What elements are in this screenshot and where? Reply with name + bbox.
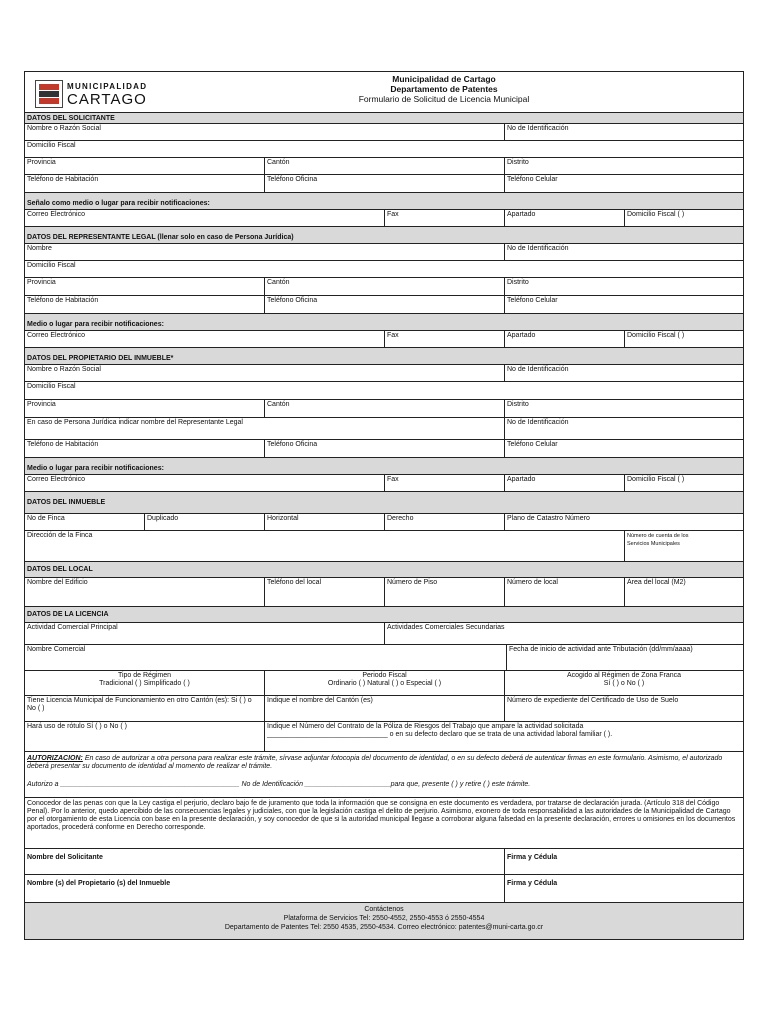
field-prop-rep-legal[interactable]: En caso de Persona Jurídica indicar nombre del Representante Legal [25,418,505,439]
field-otra-licencia[interactable]: Tiene Licencia Municipal de Funcionamiento en otro Cantón (es): Si ( ) o No ( ) [25,696,265,721]
autorizacion-label: AUTORIZACION: [27,755,83,762]
field-rep-correo[interactable]: Correo Electrónico [25,331,385,347]
footer-contact-title: Contáctenos [364,906,404,913]
field-solicitante-apartado[interactable]: Apartado [505,210,625,226]
field-rep-apartado[interactable]: Apartado [505,331,625,347]
title-department: Departamento de Patentes [390,84,498,94]
section-inmueble: DATOS DEL INMUEBLE [25,492,743,514]
autorizacion-block [25,752,743,797]
cuenta-label-2: Servicios Municipales [627,541,680,547]
field-prop-apartado[interactable]: Apartado [505,475,625,491]
field-fecha-inicio[interactable]: Fecha de inicio de actividad ante Tributación (dd/mm/aaaa) [509,646,693,653]
section-local: DATOS DEL LOCAL [25,562,743,578]
field-rep-fax[interactable]: Fax [385,331,505,347]
field-solicitante-tel-cel[interactable]: Teléfono Celular [507,176,558,183]
field-solicitante-id[interactable]: No de Identificación [507,125,569,132]
field-tipo-regimen[interactable] [25,671,265,695]
logo-top-text: MUNICIPALIDAD [67,82,148,91]
field-solicitante-distrito[interactable]: Distrito [507,159,529,166]
field-prop-provincia[interactable]: Provincia [25,400,265,417]
field-rep-tel-hab[interactable]: Teléfono de Habitación [25,296,265,313]
section-propietario: DATOS DEL PROPIETARIO DEL INMUEBLE* [25,348,743,365]
field-prop-tel-hab[interactable]: Teléfono de Habitación [25,440,265,457]
poliza-text-1: Indique el Número del Contrato de la Póliza de Riesgos del Trabajo que ampare la actividad solicitada [267,723,584,730]
section-solicitante: DATOS DEL SOLICITANTE [25,113,743,124]
field-duplicado[interactable]: Duplicado [145,514,265,530]
periodo-options: Ordinario ( ) Natural ( ) o Especial ( ) [327,680,442,687]
field-solicitante-tel-hab[interactable]: Teléfono de Habitación [25,175,265,192]
field-rep-tel-cel[interactable]: Teléfono Celular [507,297,558,304]
section-licencia: DATOS DE LA LICENCIA [25,607,743,623]
field-solicitante-nombre[interactable]: Nombre o Razón Social [25,124,505,140]
field-solicitante-fax[interactable]: Fax [385,210,505,226]
autorizacion-text: En caso de autorizar a otra persona para realizar este trámite, sírvase adjuntar fotocopia del documento de identidad, o en su defecto deberá de autenticar firmas en este formulario. Asimismo, el autorizado deberá presentar su documento de identidad al momento de realizar el trámite. [27,755,723,770]
field-tel-local[interactable]: Teléfono del local [265,578,385,606]
license-form [24,71,744,940]
field-area-local[interactable]: Área del local (M2) [627,579,686,586]
cuenta-label-1: Número de cuenta de los [627,533,689,539]
crest-icon [35,80,63,108]
header-title [175,74,713,104]
field-nombre-solicitante[interactable]: Nombre del Solicitante [25,849,505,874]
regimen-options: Tradicional ( ) Simplificado ( ) [99,680,190,687]
municipality-logo [35,78,175,110]
periodo-title: Periodo Fiscal [362,672,407,679]
notif-solicitante: Señalo como medio o lugar para recibir notificaciones: [25,193,743,210]
field-poliza[interactable] [265,722,743,751]
field-expediente-uso-suelo[interactable]: Número de expediente del Certificado de Uso de Suelo [507,697,679,704]
field-rep-nombre[interactable]: Nombre [25,244,505,260]
field-prop-domicilio[interactable]: Domicilio Fiscal [27,383,76,390]
field-prop-fax[interactable]: Fax [385,475,505,491]
field-actividad-principal[interactable]: Actividad Comercial Principal [25,623,385,644]
field-prop-nombre[interactable]: Nombre o Razón Social [25,365,505,381]
field-rep-domicilio[interactable]: Domicilio Fiscal [27,262,76,269]
field-prop-tel-of[interactable]: Teléfono Oficina [265,440,505,457]
field-prop-dom-fiscal[interactable]: Domicilio Fiscal ( ) [627,476,685,483]
field-derecho[interactable]: Derecho [385,514,505,530]
field-num-local[interactable]: Número de local [505,578,625,606]
field-solicitante-canton[interactable]: Cantón [265,158,505,174]
footer-department-contact: Departamento de Patentes Tel: 2550 4535, 2550-4534. Correo electrónico: patentes@muni-carta.go.cr [224,924,544,931]
field-solicitante-tel-of[interactable]: Teléfono Oficina [265,175,505,192]
contact-footer [25,903,743,939]
regimen-title: Tipo de Régimen [117,672,172,679]
field-rep-id[interactable]: No de Identificación [507,245,569,252]
field-horizontal[interactable]: Horizontal [265,514,385,530]
logo-bottom-text: CARTAGO [67,91,147,108]
field-nombre-comercial[interactable]: Nombre Comercial [25,645,507,670]
field-solicitante-provincia[interactable]: Provincia [25,158,265,174]
form-header [25,72,743,113]
field-finca[interactable]: No de Finca [25,514,145,530]
field-rep-provincia[interactable]: Provincia [25,278,265,295]
zona-franca-options: Sí ( ) o No ( ) [603,680,645,687]
field-solicitante-dom-fiscal[interactable]: Domicilio Fiscal ( ) [627,211,685,218]
field-rep-tel-of[interactable]: Teléfono Oficina [265,296,505,313]
field-prop-canton[interactable]: Cantón [265,400,505,417]
field-nombre-propietario[interactable]: Nombre (s) del Propietario (s) del Inmueble [25,875,505,902]
field-actividades-secundarias[interactable]: Actividades Comerciales Secundarias [387,624,505,631]
section-representante: DATOS DEL REPRESENTANTE LEGAL (llenar solo en caso de Persona Jurídica) [25,227,743,244]
poliza-text-2: _______________________________ o en su defecto declaro que se trata de una actividad laboral familiar ( ). [267,731,613,738]
field-prop-tel-cel[interactable]: Teléfono Celular [507,441,558,448]
field-prop-id[interactable]: No de Identificación [507,366,569,373]
field-zona-franca[interactable] [505,671,743,695]
notif-representante: Medio o lugar para recibir notificaciones: [25,314,743,331]
field-solicitante-correo[interactable]: Correo Electrónico [25,210,385,226]
field-periodo-fiscal[interactable] [265,671,505,695]
field-rep-canton[interactable]: Cantón [265,278,505,295]
footer-platform-phones: Plataforma de Servicios Tel: 2550-4552, 2550-4553 ó 2550-4554 [283,915,485,922]
field-firma-propietario[interactable]: Firma y Cédula [507,880,558,887]
notif-propietario: Medio o lugar para recibir notificaciones: [25,458,743,475]
field-cuenta-servicios[interactable] [625,531,743,561]
field-prop-rep-id[interactable]: No de Identificación [507,419,569,426]
field-rep-distrito[interactable]: Distrito [507,279,529,286]
field-edificio[interactable]: Nombre del Edificio [25,578,265,606]
field-direccion-finca[interactable]: Dirección de la Finca [25,531,625,561]
field-piso[interactable]: Número de Piso [385,578,505,606]
field-prop-correo[interactable]: Correo Electrónico [25,475,385,491]
field-prop-distrito[interactable]: Distrito [507,401,529,408]
autorizo-line[interactable]: Autorizo a ______________________________________________ No de Identificación ______________________para que, presente ( ) y retire ( ) este trámite. [27,781,531,788]
declaracion-jurada: Conocedor de las penas con que la Ley castiga el perjurio, declaro bajo fe de juramento que toda la información que se consigna en este documento es verdadera, por tratarse de declaración jurada. (Artículo 318 del Código Penal). Por lo anterior, quedo apercibido de las consecuencias legales y judiciales, con que la legislación castiga el delito de perjurio. Asimismo, exonero de toda responsabilidad a las autoridades de la Municipalidad de Cartago por el otorgamiento de esta Licencia con base en la presente declaración, y soy conocedor de que si la autoridad municipal llegase a corroborar alguna falsedad en la presente declaración, errores u omisiones en los documentos aportados, procederá conforme en Derecho corresponde. [27,800,736,831]
field-firma-solicitante[interactable]: Firma y Cédula [507,854,558,861]
title-municipality: Municipalidad de Cartago [392,74,496,84]
field-nombre-canton[interactable]: Indique el nombre del Cantón (es) [265,696,505,721]
field-catastro[interactable]: Plano de Catastro Número [507,515,590,522]
title-form: Formulario de Solicitud de Licencia Municipal [358,94,530,104]
field-solicitante-domicilio[interactable]: Domicilio Fiscal [27,142,76,149]
field-rotulo[interactable]: Hará uso de rótulo Sí ( ) o No ( ) [25,722,265,751]
zona-franca-title: Acogido al Régimen de Zona Franca [566,672,681,679]
field-rep-dom-fiscal[interactable]: Domicilio Fiscal ( ) [627,332,685,339]
